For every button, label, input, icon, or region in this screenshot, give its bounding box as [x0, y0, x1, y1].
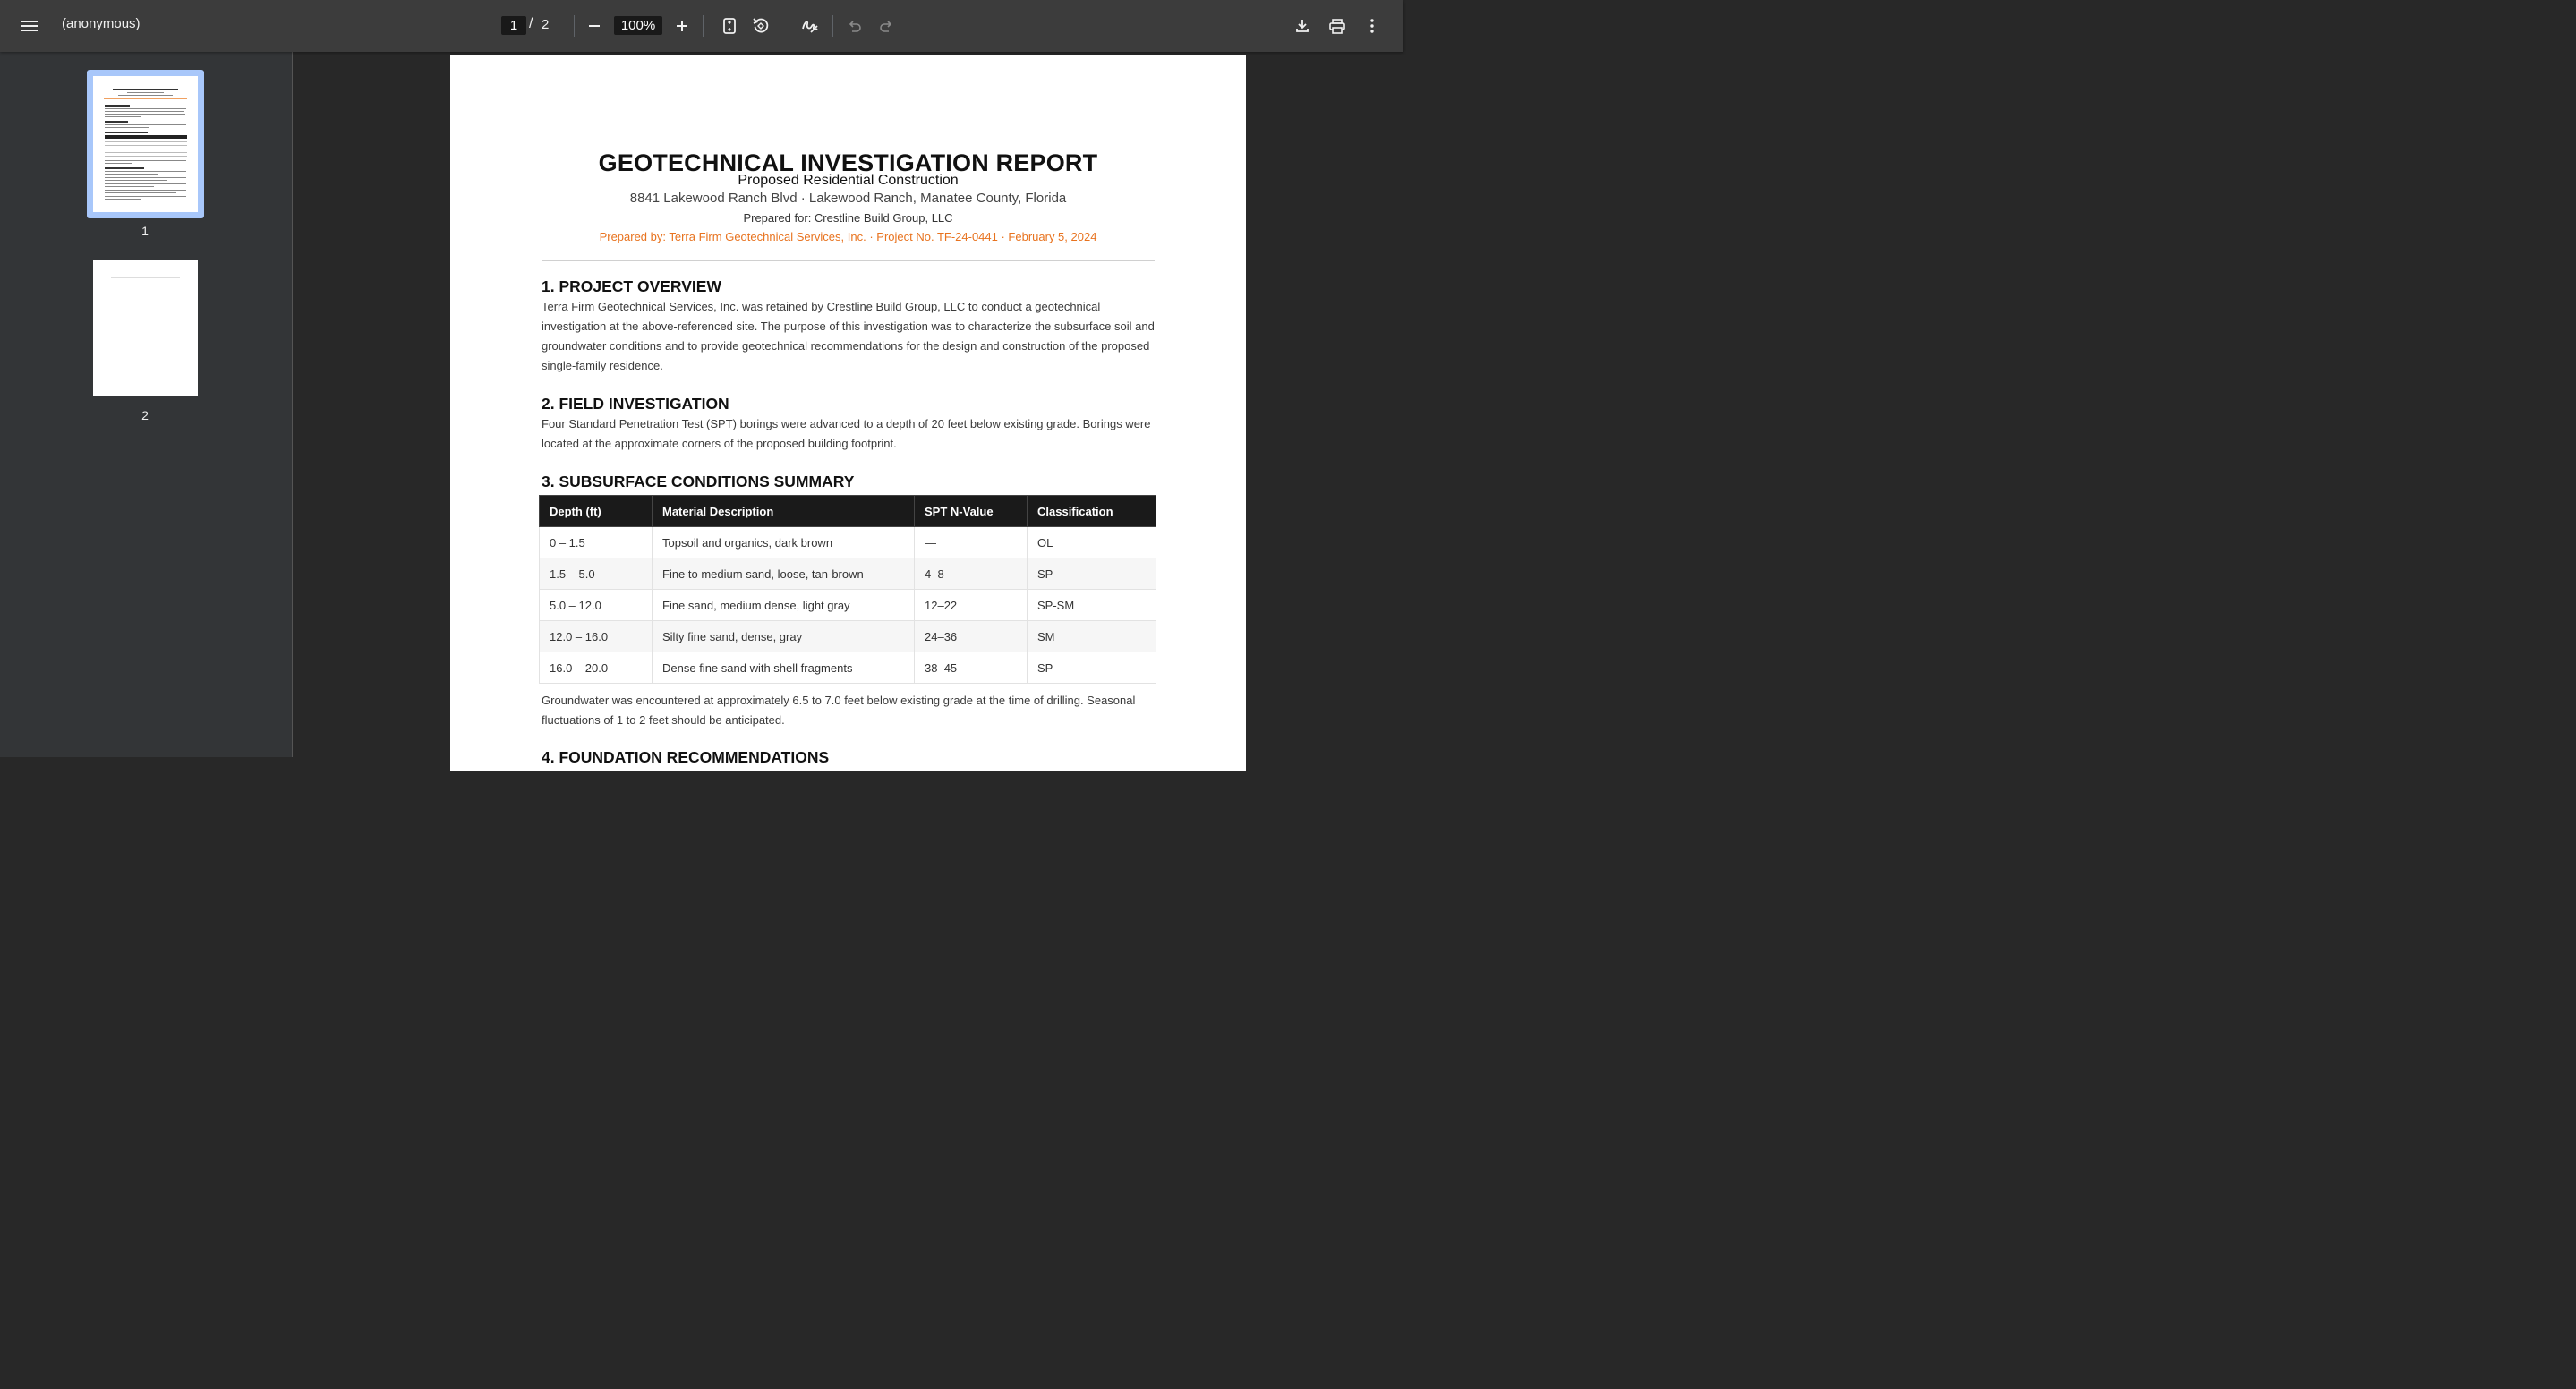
table-cell: 4–8	[915, 558, 1028, 590]
thumbnail-label: 1	[141, 224, 149, 238]
table-cell: 5.0 – 12.0	[540, 590, 653, 621]
subsurface-table	[539, 495, 1156, 684]
section-heading: 1. PROJECT OVERVIEW	[542, 277, 721, 295]
thumbnail-sidebar	[0, 52, 293, 757]
table-cell: OL	[1028, 527, 1156, 558]
toolbar-divider	[574, 15, 575, 37]
current-page-input[interactable]: 1	[501, 16, 526, 35]
rotate-icon[interactable]	[747, 13, 774, 39]
table-cell: Dense fine sand with shell fragments	[653, 652, 915, 684]
report-title: GEOTECHNICAL INVESTIGATION REPORT	[598, 149, 1098, 176]
download-icon[interactable]	[1289, 13, 1316, 39]
section-heading: 3. SUBSURFACE CONDITIONS SUMMARY	[542, 473, 855, 490]
table-cell: 1.5 – 5.0	[540, 558, 653, 590]
zoom-level-input[interactable]: 100%	[614, 16, 662, 35]
table-cell: Fine sand, medium dense, light gray	[653, 590, 915, 621]
pdf-toolbar	[0, 0, 1403, 52]
total-pages: 2	[542, 17, 550, 32]
table-cell: SM	[1028, 621, 1156, 652]
table-cell: 24–36	[915, 621, 1028, 652]
thumbnail-page-1[interactable]	[87, 70, 204, 240]
column-header: Classification	[1028, 496, 1156, 527]
report-subtitle: Proposed Residential Construction	[738, 173, 959, 188]
print-icon[interactable]	[1324, 13, 1351, 39]
column-header: SPT N-Value	[915, 496, 1028, 527]
zoom-out-icon[interactable]	[581, 13, 608, 39]
section-heading: 2. FIELD INVESTIGATION	[542, 395, 729, 413]
more-options-icon[interactable]	[1359, 13, 1386, 39]
table-row	[540, 558, 1156, 590]
table-cell: SP	[1028, 652, 1156, 684]
table-row	[540, 590, 1156, 621]
prepared-for: Prepared for: Crestline Build Group, LLC	[743, 211, 953, 225]
table-row	[540, 652, 1156, 684]
thumbnail-page-2[interactable]	[87, 254, 204, 424]
table-cell: 38–45	[915, 652, 1028, 684]
table-cell: Silty fine sand, dense, gray	[653, 621, 915, 652]
toolbar-divider	[832, 15, 833, 37]
table-cell: SP-SM	[1028, 590, 1156, 621]
table-cell: 12.0 – 16.0	[540, 621, 653, 652]
table-cell: Fine to medium sand, loose, tan-brown	[653, 558, 915, 590]
table-cell: 16.0 – 20.0	[540, 652, 653, 684]
pdf-page	[450, 55, 1246, 771]
table-cell: 12–22	[915, 590, 1028, 621]
column-header: Depth (ft)	[540, 496, 653, 527]
page-separator: /	[529, 16, 533, 31]
prepared-by: Prepared by: Terra Firm Geotechnical Services, Inc. · Project No. TF-24-0441 · February 5, 2024	[599, 230, 1097, 243]
table-cell: 0 – 1.5	[540, 527, 653, 558]
column-header: Material Description	[653, 496, 915, 527]
zoom-in-icon[interactable]	[669, 13, 695, 39]
thumbnail-page-image	[93, 76, 198, 212]
document-title: (anonymous)	[62, 16, 141, 31]
hamburger-menu-icon[interactable]	[16, 13, 43, 39]
fit-page-icon[interactable]	[716, 13, 743, 39]
thumbnail-label: 2	[141, 408, 149, 422]
thumbnail-page-image	[93, 260, 198, 396]
divider	[542, 260, 1155, 261]
table-cell: —	[915, 527, 1028, 558]
section-paragraph: Groundwater was encountered at approximately 6.5 to 7.0 feet below existing grade at the time of drilling. Seasonal fluctuations of 1 to 2 feet should be anticipated.	[542, 694, 1136, 727]
section-paragraph: Terra Firm Geotechnical Services, Inc. was retained by Crestline Build Group, LLC to conduct a geotechnical investigation at the above-referenced site. The purpose of this investigation was to characterize the subsurface soil and groundwater conditions and to provide geotechnical recommendations for the design and construction of the proposed single-family residence.	[542, 300, 1155, 372]
site-address: 8841 Lakewood Ranch Blvd · Lakewood Ranch, Manatee County, Florida	[629, 191, 1067, 206]
table-header-row	[540, 496, 1156, 527]
toolbar-divider	[703, 15, 704, 37]
section-paragraph: Four Standard Penetration Test (SPT) borings were advanced to a depth of 20 feet below existing grade. Borings were located at the approximate corners of the proposed building footprint.	[542, 417, 1151, 450]
section-heading: 4. FOUNDATION RECOMMENDATIONS	[542, 748, 830, 766]
table-row	[540, 527, 1156, 558]
table-cell: Topsoil and organics, dark brown	[653, 527, 915, 558]
undo-icon[interactable]	[841, 13, 868, 39]
annotate-icon[interactable]	[797, 13, 823, 39]
table-cell: SP	[1028, 558, 1156, 590]
table-row	[540, 621, 1156, 652]
redo-icon[interactable]	[873, 13, 900, 39]
